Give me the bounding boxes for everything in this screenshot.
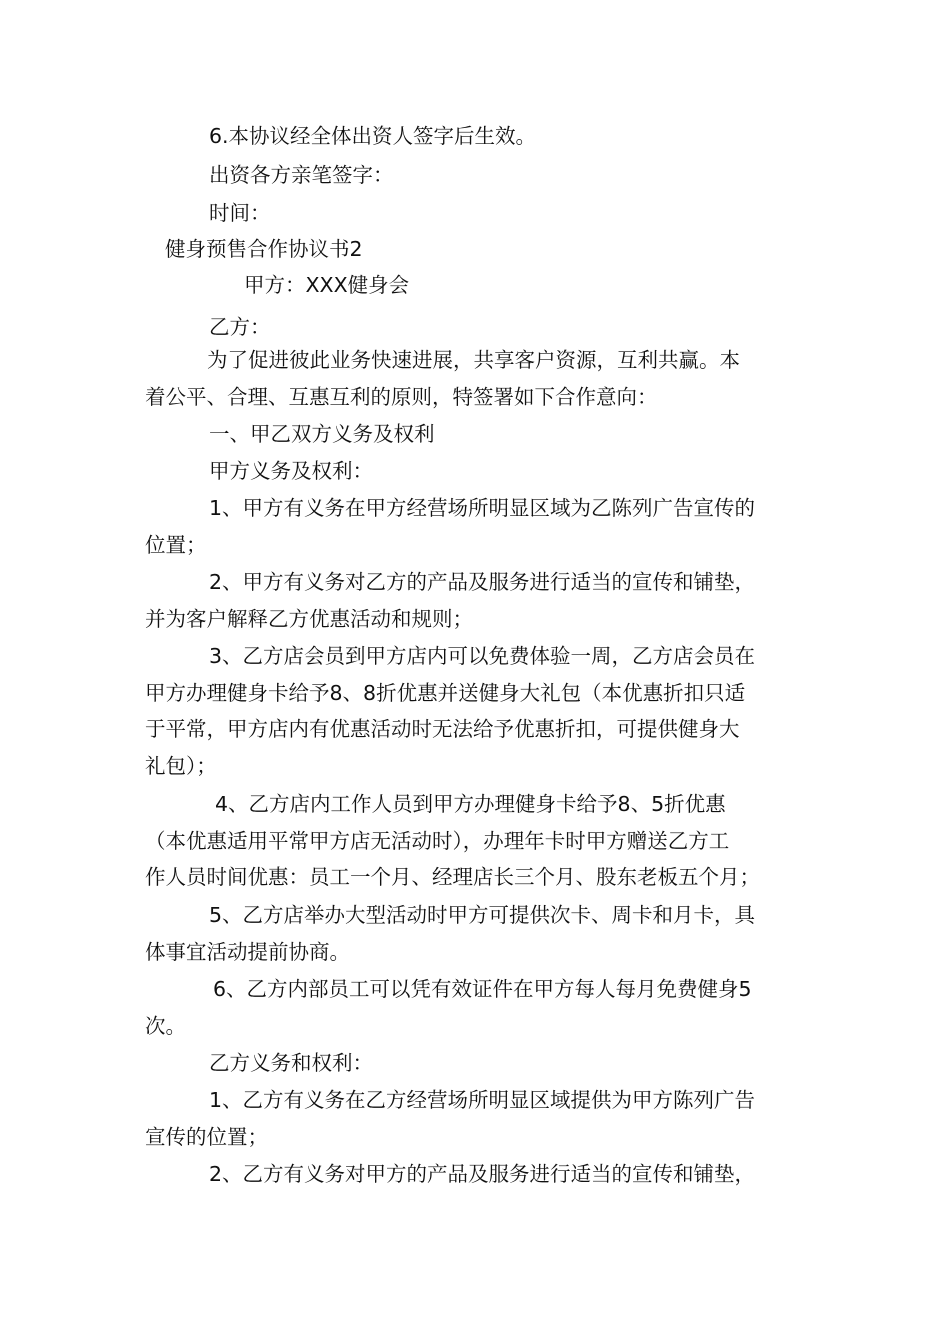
party-b-duties-label: 乙方义务和权利： [209, 1051, 373, 1075]
clause-6-effective: 6.本协议经全体出资人签字后生效。 [209, 124, 537, 148]
time-label: 时间： [209, 201, 271, 225]
party-a-item-3-line-1: 3、乙方店会员到甲方店内可以免费体验一周，乙方店会员在 [209, 644, 756, 668]
party-b-item-2 [145, 1156, 805, 1193]
party-a-item-2 [145, 564, 805, 637]
party-a: 甲方：XXX健身会 [244, 273, 410, 297]
party-a-item-3-line-2: 甲方办理健身卡给予8、8折优惠并送健身大礼包（本优惠折扣只适 [145, 680, 746, 705]
party-a-item-1-line-2: 位置； [145, 532, 207, 557]
party-a-item-6-line-2: 次。 [145, 1013, 186, 1038]
party-a-item-4-line-1: 4、乙方店内工作人员到甲方办理健身卡给予8、5折优惠 [215, 792, 726, 816]
party-b-item-2-line-1: 2、乙方有义务对甲方的产品及服务进行适当的宣传和铺垫， [209, 1162, 756, 1186]
party-b-item-1 [145, 1082, 805, 1155]
intro-line-1: 为了促进彼此业务快速进展，共享客户资源，互利共赢。本 [207, 348, 740, 372]
party-a-item-6 [145, 971, 805, 1044]
section-1-heading: 一、甲乙双方义务及权利 [209, 422, 435, 446]
intro-line-2: 着公平、合理、互惠互利的原则，特签署如下合作意向： [145, 384, 658, 409]
party-a-duties-heading [145, 453, 805, 490]
party-a-item-3 [145, 638, 805, 784]
party-a-item-3-line-3: 于平常，甲方店内有优惠活动时无法给予优惠折扣，可提供健身大 [145, 717, 740, 741]
party-a-item-5-line-2: 体事宜活动提前协商。 [145, 939, 350, 964]
party-b-item-1-line-2: 宣传的位置； [145, 1124, 268, 1149]
party-a-item-5-line-1: 5、乙方店举办大型活动时甲方可提供次卡、周卡和月卡，具 [209, 903, 756, 927]
party-a-item-2-line-2: 并为客户解释乙方优惠活动和规则； [145, 606, 473, 631]
party-b-duties-heading [145, 1045, 805, 1082]
party-a-item-4-line-2: （本优惠适用平常甲方店无活动时），办理年卡时甲方赠送乙方工 [145, 828, 730, 853]
party-b-item-1-line-1: 1、乙方有义务在乙方经营场所明显区域提供为甲方陈列广告 [209, 1088, 756, 1112]
party-a-duties-label: 甲方义务及权利： [209, 459, 373, 483]
party-a-item-2-line-1: 2、甲方有义务对乙方的产品及服务进行适当的宣传和铺垫， [209, 570, 756, 594]
party-b: 乙方： [209, 315, 271, 339]
party-a-item-4-line-3: 作人员时间优惠：员工一个月、经理店长三个月、股东老板五个月； [145, 865, 760, 889]
party-a-item-6-line-1: 6、乙方内部员工可以凭有效证件在甲方每人每月免费健身5 [213, 977, 752, 1001]
intro-paragraph [145, 342, 805, 415]
party-a-item-5 [145, 897, 805, 970]
party-a-item-1 [145, 490, 805, 563]
party-a-item-3-line-4: 礼包）； [145, 753, 217, 778]
section-heading [145, 416, 805, 453]
party-a-item-1-line-1: 1、甲方有义务在甲方经营场所明显区域为乙陈列广告宣传的 [209, 496, 756, 520]
agreement-title: 健身预售合作协议书2 [165, 237, 363, 261]
party-a-item-4 [145, 786, 805, 896]
signature-label: 出资各方亲笔签字： [209, 163, 394, 187]
